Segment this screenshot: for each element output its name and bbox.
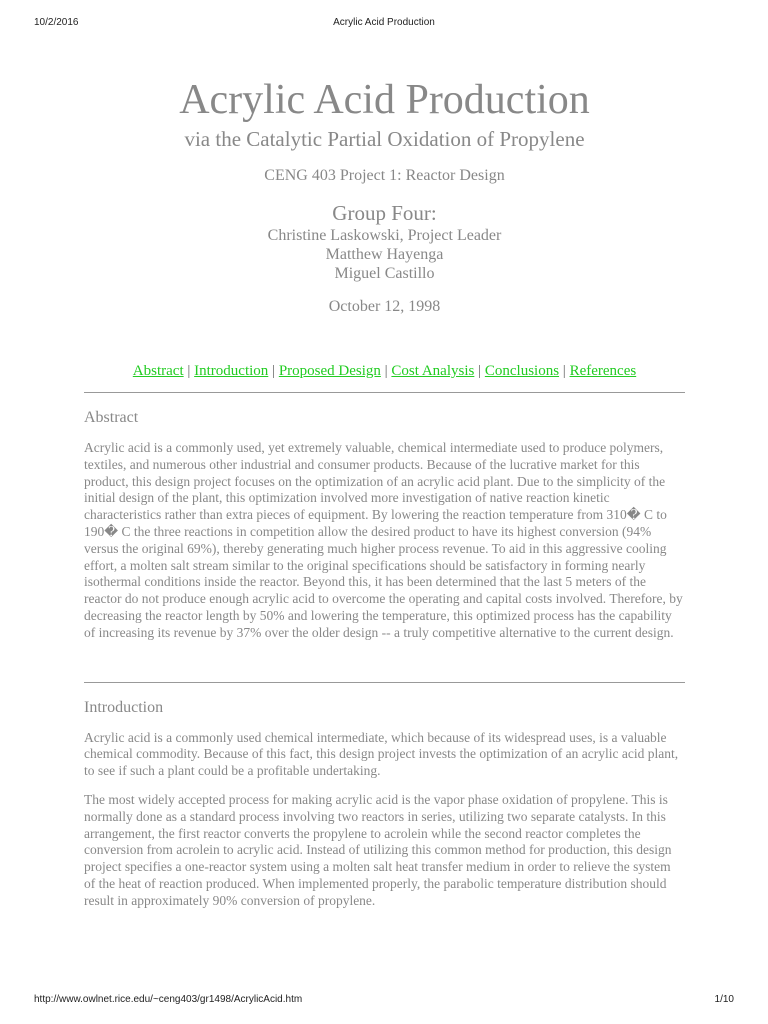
section-nav: [84, 362, 685, 380]
print-page-title: Acrylic Acid Production: [333, 17, 435, 28]
page-title: Acrylic Acid Production: [179, 77, 590, 123]
nav-link-references[interactable]: References: [569, 363, 637, 379]
nav-separator: |: [478, 363, 482, 379]
nav-link-introduction[interactable]: Introduction: [194, 363, 269, 379]
report-date: October 12, 1998: [328, 298, 441, 315]
member-name: Matthew Hayenga: [325, 246, 444, 263]
abstract-text: Acrylic acid is a commonly used, yet extremely valuable, chemical intermediate used to produce polymers, textiles, and numerous other industrial and consumer products. Because of the lucrative market for this product, this design project focuses on the optimization of an acrylic acid plant. Due to the simplicity of the initial design of the plant, this optimization involved more investigation of native reaction kinetic characteristics rather than extra pieces of equipment. By lowering the reaction temperature from 310� C to 190� C the three reactions in competition allow the desired product to have its highest conversion (94% versus the original 69%), thereby generating much higher process revenue. To aid in this aggressive cooling effort, a molten salt stream similar to the original specifications should be satisfactory in forming nearly isothermal conditions inside the reactor. Beyond this, it has been determined that the last 5 meters of the reactor do not produce enough acrylic acid to overcome the operating and capital costs involved. Therefore, by decreasing the reactor length by 50% and lowering the temperature, this optimized process has the capability of increasing its revenue by 37% over the older design -- a truly competitive alternative to the current design.: [84, 440, 683, 640]
course-line: CENG 403 Project 1: Reactor Design: [264, 167, 505, 184]
nav-link-cost-analysis[interactable]: Cost Analysis: [391, 363, 475, 379]
nav-separator: |: [384, 363, 388, 379]
print-url: http://www.owlnet.rice.edu/~ceng403/gr1498/AcrylicAcid.htm: [34, 994, 303, 1005]
nav-separator: |: [272, 363, 276, 379]
page-number: 1/10: [714, 994, 734, 1005]
nav-separator: |: [187, 363, 191, 379]
section-divider: [84, 682, 685, 683]
nav-link-abstract[interactable]: Abstract: [132, 363, 184, 379]
print-date: 10/2/2016: [34, 17, 79, 28]
section-divider: [84, 392, 685, 393]
title-block: [84, 74, 685, 317]
introduction-paragraph: Acrylic acid is a commonly used chemical intermediate, which because of its widespread uses, is a valuable chemical commodity. Because of this fact, this design project invests the optimization of an acrylic acid plant, to see if such a plant could be a profitable undertaking.: [84, 729, 679, 779]
print-footer: [34, 994, 734, 1008]
introduction-heading: Introduction: [84, 698, 164, 716]
abstract-heading: Abstract: [84, 409, 139, 426]
nav-separator: |: [562, 363, 566, 379]
group-title: Group Four:: [332, 201, 437, 225]
nav-link-proposed-design[interactable]: Proposed Design: [278, 363, 381, 379]
document-body: [84, 74, 685, 910]
member-name: Miguel Castillo: [334, 265, 435, 282]
nav-link-conclusions[interactable]: Conclusions: [484, 363, 560, 379]
print-header: [34, 17, 734, 31]
introduction-paragraph: The most widely accepted process for making acrylic acid is the vapor phase oxidation of propylene. This is normally done as a standard process involving two reactors in series, utilizing two separate catalysts. In this arrangement, the first reactor converts the propylene to acrolein while the second reactor completes the conversion from acrolein to acrylic acid. Instead of utilizing this common method for production, this design project specifies a one-reactor system using a molten salt heat transfer medium in order to relieve the system of the heat of reaction produced. When implemented properly, the parabolic temperature distribution should result in approximately 90% conversion of propylene.: [84, 791, 672, 908]
page-subtitle: via the Catalytic Partial Oxidation of Propylene: [184, 127, 585, 151]
member-name: Christine Laskowski, Project Leader: [267, 227, 502, 244]
